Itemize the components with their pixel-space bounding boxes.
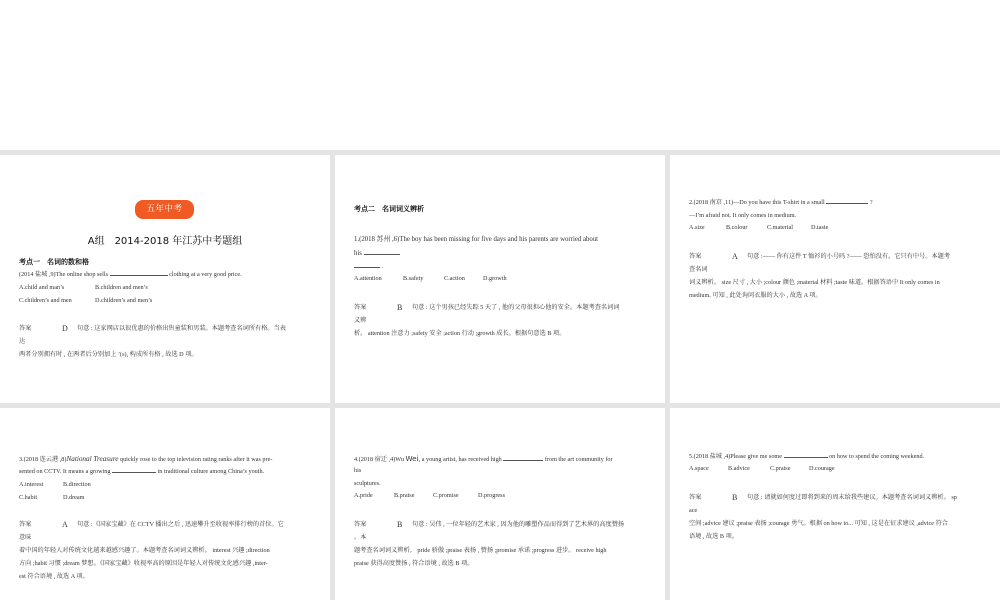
question-stem-line: sented on CCTV. It means a growing in traditional culture among China’s youth.	[19, 468, 265, 475]
option-a: A.attention	[354, 275, 382, 282]
option-d: D.courage	[809, 465, 835, 472]
question-stem: 5.(2018 盐城 ,4)Please give me some on how to spend the coming weekend.	[689, 453, 925, 460]
blank-top-area	[0, 0, 1000, 150]
answer-label: 答案	[19, 521, 32, 528]
explanation-line: 句意 : 这个男孩已经失踪 5 天了 , 他的父母很担心他的安全。本题考查名词词	[412, 304, 620, 311]
option-c: C.children’s and men	[19, 297, 72, 304]
option-d: D.taste	[811, 224, 829, 231]
explanation-line: 析。 attention 注意力 ;safety 安全 ;action 行动 ;growth 成长。根据句意选 B 项。	[354, 330, 566, 337]
option-d: D.progress	[478, 492, 505, 499]
question-stem-line: —I’m afraid not. It only comes in medium.	[689, 212, 797, 219]
answer-label: 答案	[689, 494, 702, 501]
answer-blank	[784, 452, 828, 458]
explanation-line: 语境 , 故选 B 项。	[689, 533, 738, 540]
question-stem: 2.(2018 南京 ,11)—Do you have this T-shirt in a small ?	[689, 199, 873, 206]
explanation-line: 空间 ;advice 建议 ;praise 表扬 ;courage 勇气。根据 on how to... 可知 , 这是在征求建议 ,advice 符合	[689, 520, 948, 527]
answer-blank	[364, 249, 400, 255]
explanation-line: 达	[19, 338, 26, 345]
question-stem-line: his	[354, 248, 400, 261]
explanation-line: ace	[689, 507, 698, 514]
explanation-line: 词义辨析。 size 尺寸 , 大小 ;colour 颜色 ;material 材料 ;taste 味道。根据答语中 It only comes in	[689, 279, 940, 286]
topic-heading: 考点一 名词的数和格	[19, 258, 89, 266]
slide-thumbnail-3[interactable]	[670, 155, 1000, 403]
question-stem: (2014 盐城 ,9)The online shop sells clothing at a very good price.	[19, 271, 242, 278]
answer-blank	[112, 467, 156, 473]
option-d: D.dream	[63, 494, 85, 501]
option-d: D.growth	[483, 275, 507, 282]
option-b: B.children and men’s	[95, 284, 148, 291]
explanation-line: 句意 : 请就如何度过即将到来的周末给我些建议。本题考查名词词义辨析。 sp	[747, 494, 957, 501]
option-b: B.safety	[403, 275, 424, 282]
explanation-line: medium. 可知 , 此处询问衣服的大小 , 故选 A 项。	[689, 292, 822, 299]
answer-label: 答案	[354, 304, 367, 311]
question-stem: 4.(2018 宿迁 ,4)Wu Wei, a young artist, has received high from the art community for	[354, 454, 613, 463]
answer-letter: B	[732, 493, 738, 502]
explanation-line: 句意 : 这家网店以很优惠的价格出售童装和男装。本题考查名词所有格。当表	[77, 325, 286, 332]
option-b: B.praise	[394, 492, 415, 499]
option-a: A.child and man’s	[19, 284, 65, 291]
group-title: A组 2014-2018 年江苏中考题组	[87, 236, 243, 247]
option-b: B.advice	[728, 465, 750, 472]
explanation-line: 句意 :—— 你有这件 T 恤衫的小号吗 ?—— 恐怕没有。它只有中号。本题考	[747, 253, 951, 260]
explanation-line: praise 获得高度赞扬 , 符合语境 , 故选 B 项。	[354, 560, 474, 567]
explanation-line: 方向 ;habit 习惯 ;dream 梦想。《国家宝藏》收视率高的原因是年轻人对传统文化感兴趣 ,inter-	[19, 560, 268, 567]
answer-letter: A	[732, 252, 738, 261]
answer-label: 答案	[19, 325, 32, 332]
answer-letter: B	[397, 303, 403, 312]
option-a: A.pride	[354, 492, 373, 499]
explanation-line: 义辨	[354, 317, 367, 324]
answer-letter: B	[397, 520, 403, 529]
answer-blank	[826, 198, 868, 204]
option-c: C.promise	[433, 492, 459, 499]
slide-thumbnail-4[interactable]	[0, 408, 330, 600]
slide-thumbnail-5[interactable]	[335, 408, 665, 600]
option-a: A.size	[689, 224, 705, 231]
option-a: A.space	[689, 465, 709, 472]
slide-thumbnail-2[interactable]	[335, 155, 665, 403]
question-stem-line: sculptures.	[354, 480, 381, 487]
slide-thumbnail-6[interactable]	[670, 408, 1000, 600]
topic-heading: 考点二 名词词义辨析	[354, 205, 424, 213]
option-d: D.children’s and men’s	[95, 297, 153, 304]
answer-blank	[354, 262, 380, 268]
slide-thumbnail-1[interactable]	[0, 155, 330, 403]
question-stem-line: .	[354, 261, 383, 274]
explanation-line: 题考查名词词义辨析。 pride 骄傲 ;praise 表扬 , 赞扬 ;promise 承诺 ;progress 进步。 receive high	[354, 547, 607, 554]
section-badge: 五年中考	[135, 200, 194, 219]
explanation-line: est 符合语境 , 故选 A 项。	[19, 573, 89, 580]
explanation-line: 两者分别拥有时 , 在两者后分别加上 ’(s), 构成所有格 , 故选 D 项。	[19, 351, 198, 358]
option-b: B.colour	[726, 224, 748, 231]
option-b: B.direction	[63, 481, 91, 488]
question-stem-line: his	[354, 467, 362, 474]
explanation-line: 。本	[354, 534, 367, 541]
answer-blank	[110, 270, 168, 276]
explanation-line: 意味	[19, 534, 32, 541]
answer-blank	[503, 455, 543, 461]
answer-letter: D	[62, 324, 68, 333]
option-c: C.praise	[770, 465, 791, 472]
question-stem: 1.(2018 苏州 ,6)The boy has been missing for five days and his parents are worried about	[354, 236, 599, 243]
question-stem: 3.(2018 连云港 ,8)National Treasure quickly rose to the top television rating ranks after it was pre-	[19, 455, 273, 463]
option-a: A.interest	[19, 481, 44, 488]
answer-letter: A	[62, 520, 68, 529]
explanation-line: 句意 :《国家宝藏》在 CCTV 播出之后 , 迅速攀升至收视率排行榜的首位。它	[77, 521, 284, 528]
option-c: C.habit	[19, 494, 38, 501]
answer-label: 答案	[689, 253, 702, 260]
option-c: C.material	[767, 224, 793, 231]
explanation-line: 着中国的年轻人对传统文化越来越感兴趣了。本题考查名词词义辨析。 interest 兴趣 ;direction	[19, 547, 270, 554]
answer-label: 答案	[354, 521, 367, 528]
explanation-line: 句意 : 吴伟 , 一位年轻的艺术家 , 因为他的雕塑作品而得到了艺术界的高度赞扬	[412, 521, 625, 528]
option-c: C.action	[444, 275, 465, 282]
explanation-line: 查名词	[689, 266, 708, 273]
